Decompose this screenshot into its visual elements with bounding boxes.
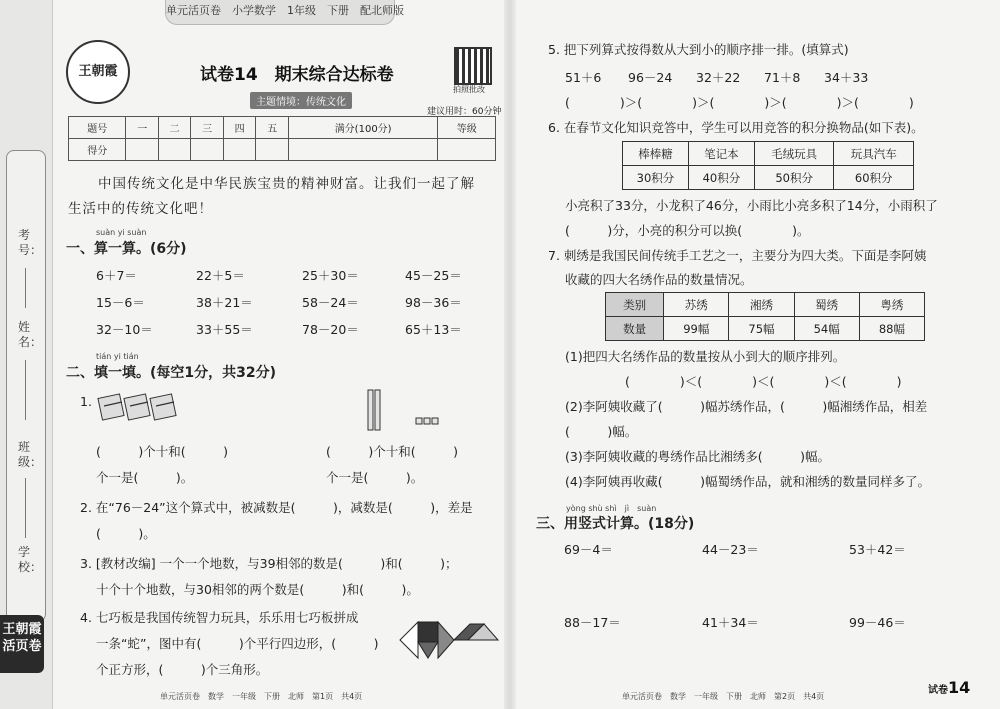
embroidery-cell: 75幅 [729,317,794,341]
calc-item: 25＋30＝ [302,268,359,283]
score-col-7: 等级 [438,117,496,139]
embroidery-cell: 88幅 [859,317,924,341]
tangram-snake-icon [398,612,502,664]
score-col-6: 满分(100分) [288,117,438,139]
badge-label: 试卷 [928,685,948,696]
calc-item: 65＋13＝ [405,322,462,337]
score-col-1: 一 [126,117,158,139]
page-fold [504,0,516,709]
q1-left-line-a[interactable]: ( )个十和( ) [96,444,229,459]
calc-item: 98－36＝ [405,295,462,310]
theme-tag: 主题情境：传统文化 [250,92,352,109]
embroidery-cell: 湘绣 [729,293,794,317]
footer-left: 单元活页卷 数学 一年级 下册 北师 第1页 共4页 [160,692,363,701]
q5-order-blanks[interactable]: ( )＞( )＞( )＞( )＞( ) [565,95,914,110]
q5-expr: 32＋22 [696,70,741,85]
base-ten-blocks-icon [366,388,446,434]
score-table-score-row [69,139,496,161]
prize-table-items-row [623,142,914,166]
footer-right: 单元活页卷 数学 一年级 下册 北师 第2页 共4页 [622,692,825,701]
prize-table [622,141,914,190]
q6-title: 6. 在春节文化知识竞答中，学生可以用竞答的积分换物品(如下表)。 [548,120,924,135]
embroidery-cell: 54幅 [794,317,859,341]
q4-line-a: 4. 七巧板是我国传统智力玩具，乐乐用七巧板拼成 [80,610,359,625]
prize-points: 50积分 [754,166,834,190]
calc-item: 33＋55＝ [196,322,253,337]
q4-line-c[interactable]: 个正方形，( )个三角形。 [96,662,269,677]
prize-points: 40积分 [688,166,754,190]
embroidery-count-row [606,317,925,341]
badge-number: 14 [948,678,971,697]
embroidery-cell: 粤绣 [859,293,924,317]
embroidery-cell: 苏绣 [664,293,729,317]
embroidery-cell: 类别 [606,293,664,317]
name-label: 姓名： [18,320,43,349]
q7-sub3[interactable]: (3)李阿姨收藏的粤绣作品比湘绣多( )幅。 [565,449,830,464]
q7-sub4[interactable]: (4)李阿姨再收藏( )幅蜀绣作品，就和湘绣的数量同样多了。 [565,474,930,489]
score-col-0: 题号 [69,117,126,139]
score-cell[interactable] [288,139,438,161]
calc-item: 58－24＝ [302,295,359,310]
calc-item: 32－10＝ [96,322,153,337]
q7-line-a: 7. 刺绣是我国民间传统手工艺之一，主要分为四大类。下面是李阿姨 [548,248,927,263]
score-cell[interactable] [223,139,255,161]
exam-number-label: 考号： [18,228,43,257]
bundled-sticks-icon [96,388,178,428]
q5-title: 5. 把下列算式按得数从大到小的顺序排一排。(填算式) [548,42,849,57]
page-title: 试卷14 期末综合达标卷 [200,65,394,85]
qr-label: 拍照批改 [453,85,485,94]
vertical-calc-item: 88－17＝ [564,615,621,630]
embroidery-table [605,292,925,341]
prize-table-points-row [623,166,914,190]
score-row-label: 得分 [69,139,126,161]
q6-line-a: 小亮积了33分，小龙积了46分，小雨比小亮多积了14分，小雨积了 [565,198,938,213]
q5-expr: 96－24 [628,70,673,85]
q3-line-b[interactable]: 十个十个地数，与30相邻的两个数是( )和( )。 [96,582,419,597]
score-col-4: 四 [223,117,255,139]
score-col-2: 二 [158,117,190,139]
publisher-logo: 王朝霞 [66,40,130,104]
q7-line-b: 收藏的四大名绣作品的数量情况。 [565,272,753,287]
q2-line-a[interactable]: 2. 在“76－24”这个算式中，被减数是( )，减数是( )，差是 [80,500,473,515]
vertical-calc-item: 99－46＝ [849,615,906,630]
score-col-5: 五 [256,117,288,139]
q4-line-b[interactable]: 一条“蛇”，图中有( )个平行四边形，( ) [96,636,379,651]
prize-item: 玩具汽车 [834,142,914,166]
vertical-calc-item: 44－23＝ [702,542,759,557]
calc-item: 15－6＝ [96,295,145,310]
q1-left-line-b[interactable]: 个一是( )。 [96,470,194,485]
q5-expr: 34＋33 [824,70,869,85]
q1-right-line-b[interactable]: 个一是( )。 [326,470,424,485]
score-cell[interactable] [126,139,158,161]
q1-number: 1. [80,394,92,409]
q7-sub1-blanks[interactable]: ( )＜( )＜( )＜( ) [625,374,902,389]
score-cell[interactable] [256,139,288,161]
prize-item: 棒棒糖 [623,142,689,166]
prize-item: 笔记本 [688,142,754,166]
class-label: 班级： [18,440,43,469]
embroidery-cell: 蜀绣 [794,293,859,317]
prize-item: 毛绒玩具 [754,142,834,166]
q7-sub2-a[interactable]: (2)李阿姨收藏了( )幅苏绣作品，( )幅湘绣作品，相差 [565,399,928,414]
vertical-calc-item: 41＋34＝ [702,615,759,630]
section1-pinyin: suàn yi suàn [96,228,147,237]
score-cell[interactable] [438,139,496,161]
prize-points: 30积分 [623,166,689,190]
section3-title: 三、用竖式计算。(18分) [536,516,695,532]
qr-code-icon[interactable] [454,47,492,85]
time-hint: 建议用时：60分钟 [427,107,502,117]
school-label: 学校： [18,545,43,574]
embroidery-cell: 数量 [606,317,664,341]
q3-line-a[interactable]: 3. [教材改编] 一个一个地数，与39相邻的数是( )和( )； [80,556,458,571]
exam-number-line[interactable] [25,268,26,308]
embroidery-cell: 99幅 [664,317,729,341]
calc-item: 78－20＝ [302,322,359,337]
score-cell[interactable] [191,139,223,161]
score-table [68,116,496,161]
intro-line-1: 中国传统文化是中华民族宝贵的精神财富。让我们一起了解 [98,176,475,192]
brand-logo-side: 王朝霞活页卷 [0,615,44,673]
section3-pinyin: yòng shù shì jì suàn [566,504,657,513]
vertical-calc-item: 69－4＝ [564,542,613,557]
score-col-3: 三 [191,117,223,139]
section2-title: 二、填一填。(每空1分，共32分) [66,365,277,381]
q5-expr: 51＋6 [565,70,602,85]
vertical-calc-item: 53＋42＝ [849,542,906,557]
q1-right-line-a[interactable]: ( )个十和( ) [326,444,459,459]
header-tab: 单元活页卷 小学数学 1年级 下册 配北师版 [165,0,395,25]
q5-expr: 71＋8 [764,70,801,85]
prize-points: 60积分 [834,166,914,190]
calc-item: 38＋21＝ [196,295,253,310]
section1-title: 一、算一算。(6分) [66,241,187,257]
calc-item: 45－25＝ [405,268,462,283]
score-cell[interactable] [158,139,190,161]
section2-pinyin: tián yi tián [96,352,139,361]
calc-item: 22＋5＝ [196,268,245,283]
embroidery-header-row [606,293,925,317]
name-line[interactable] [25,360,26,420]
q7-sub2-b[interactable]: ( )幅。 [565,424,638,439]
score-table-header-row [69,117,496,139]
q2-line-b[interactable]: ( )。 [96,526,156,541]
class-line[interactable] [25,478,26,538]
intro-line-2: 生活中的传统文化吧！ [68,201,213,217]
paper-number-badge [928,678,970,697]
q7-sub1: (1)把四大名绣作品的数量按从小到大的顺序排列。 [565,349,846,364]
q6-line-b[interactable]: ( )分，小亮的积分可以换( )。 [565,223,810,238]
calc-item: 6＋7＝ [96,268,137,283]
